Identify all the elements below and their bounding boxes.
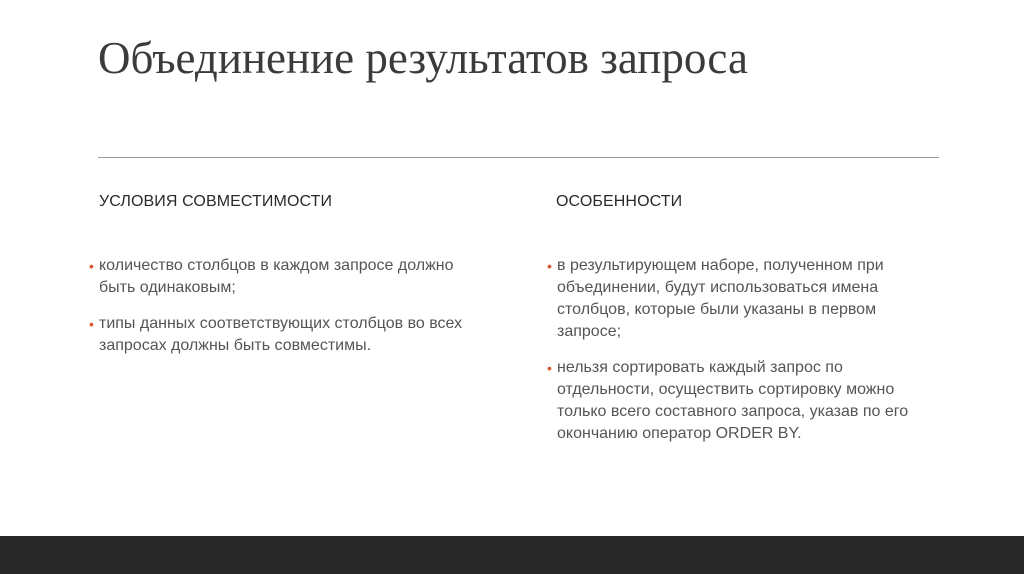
bullet-icon: • [547, 258, 552, 274]
right-bullet-list [547, 255, 927, 459]
list-item-text: в результирующем наборе, полученном при объединении, будут использоваться имена столбцов, которые были указаны в первом запросе; [557, 257, 884, 340]
list-item [89, 313, 489, 357]
list-item [547, 255, 927, 343]
bullet-icon: • [547, 360, 552, 376]
bullet-icon: • [89, 316, 94, 332]
right-column-heading: ОСОБЕННОСТИ [556, 193, 683, 210]
title-divider [98, 157, 939, 158]
list-item-text: нельзя сортировать каждый запрос по отдельности, осуществить сортировку можно только всего составного запроса, указав по его окончанию оператор ORDER BY. [557, 359, 909, 442]
list-item-text: типы данных соответствующих столбцов во всех запросах должны быть совместимы. [99, 315, 463, 354]
list-item [547, 357, 927, 445]
list-item [89, 255, 489, 299]
list-item-text: количество столбцов в каждом запросе должно быть одинаковым; [99, 257, 454, 296]
left-bullet-list [89, 255, 489, 371]
left-column-heading: УСЛОВИЯ СОВМЕСТИМОСТИ [99, 193, 333, 210]
bullet-icon: • [89, 258, 94, 274]
footer-bar [0, 536, 1024, 574]
slide-title: Объединение результатов запроса [98, 33, 748, 83]
